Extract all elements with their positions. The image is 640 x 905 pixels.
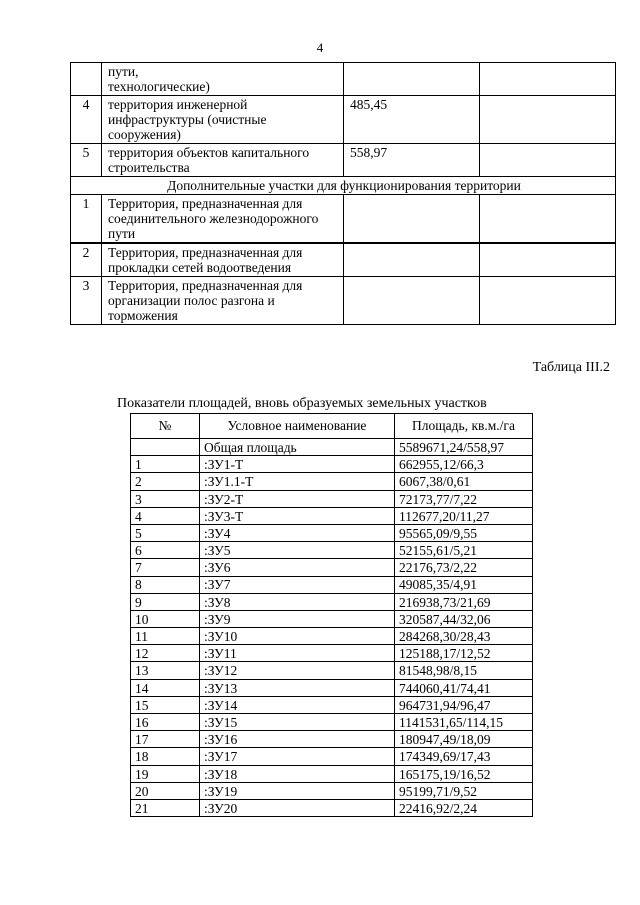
table-row: [131, 679, 533, 696]
plot-name: :ЗУ19: [200, 782, 395, 799]
plot-number: 15: [131, 696, 200, 713]
plot-name: :ЗУ1-Т: [200, 456, 395, 473]
plot-area: 180947,49/18,09: [395, 731, 533, 748]
plot-number: 18: [131, 748, 200, 765]
table-row: [131, 731, 533, 748]
column-header-number: №: [131, 414, 200, 439]
plot-area: 964731,94/96,47: [395, 696, 533, 713]
empty-cell: [480, 96, 616, 144]
plot-area: 95565,09/9,55: [395, 524, 533, 541]
plot-name: :ЗУ20: [200, 799, 395, 816]
table-row: [131, 696, 533, 713]
plot-name: :ЗУ4: [200, 524, 395, 541]
table-row: [71, 144, 616, 177]
plot-name: :ЗУ9: [200, 610, 395, 627]
table-row: [131, 507, 533, 524]
table-title: Показатели площадей, вновь образуемых земельных участков: [117, 396, 487, 411]
table-row: [131, 456, 533, 473]
empty-cell: [480, 277, 616, 325]
column-header-name: Условное наименование: [200, 414, 395, 439]
plot-area: 284268,30/28,43: [395, 628, 533, 645]
table-row: [71, 243, 616, 277]
plot-number: 9: [131, 593, 200, 610]
plot-number: 10: [131, 610, 200, 627]
plot-number: 17: [131, 731, 200, 748]
area-value: 558,97: [344, 144, 480, 177]
plot-number: 14: [131, 679, 200, 696]
plot-number: 8: [131, 576, 200, 593]
table-row: [131, 473, 533, 490]
plot-number: 11: [131, 628, 200, 645]
table-row: [131, 799, 533, 816]
plot-name: Общая площадь: [200, 439, 395, 456]
plot-area: 744060,41/74,41: [395, 679, 533, 696]
plot-name: :ЗУ11: [200, 645, 395, 662]
table-row: [131, 576, 533, 593]
area-value: [344, 277, 480, 325]
plot-area: 22416,92/2,24: [395, 799, 533, 816]
table-row: [131, 439, 533, 456]
plot-name: :ЗУ8: [200, 593, 395, 610]
empty-cell: [480, 195, 616, 244]
territory-name: территория инженерной инфраструктуры (очистные сооружения): [102, 96, 344, 144]
plot-number: [131, 439, 200, 456]
plot-number: 1: [131, 456, 200, 473]
table-row: [131, 748, 533, 765]
plot-area: 174349,69/17,43: [395, 748, 533, 765]
column-header-area: Площадь, кв.м./га: [395, 414, 533, 439]
plot-area: 165175,19/16,52: [395, 765, 533, 782]
plot-name: :ЗУ10: [200, 628, 395, 645]
area-value: [344, 195, 480, 244]
area-value: [344, 63, 480, 96]
table-row: [71, 195, 616, 244]
row-number: 5: [71, 144, 102, 177]
table-label: Таблица III.2: [532, 360, 610, 375]
plot-area: 662955,12/66,3: [395, 456, 533, 473]
empty-cell: [480, 144, 616, 177]
plot-area: 81548,98/8,15: [395, 662, 533, 679]
plot-number: 5: [131, 524, 200, 541]
plot-number: 16: [131, 714, 200, 731]
table-row: [131, 662, 533, 679]
table-row: [71, 63, 616, 96]
plot-number: 19: [131, 765, 200, 782]
plot-area: 125188,17/12,52: [395, 645, 533, 662]
row-number: 1: [71, 195, 102, 244]
land-plots-area-table: [130, 413, 533, 817]
page-number: 4: [316, 40, 324, 55]
plot-name: :ЗУ12: [200, 662, 395, 679]
table-row: [131, 765, 533, 782]
plot-name: :ЗУ16: [200, 731, 395, 748]
row-number: 3: [71, 277, 102, 325]
row-number: 2: [71, 243, 102, 277]
plot-name: :ЗУ15: [200, 714, 395, 731]
territory-name: Территория, предназначенная для прокладки сетей водоотведения: [102, 243, 344, 277]
table-row: [131, 593, 533, 610]
plot-name: :ЗУ17: [200, 748, 395, 765]
table-row: [131, 645, 533, 662]
table-row: [131, 542, 533, 559]
table-row: [131, 782, 533, 799]
table-row: [131, 559, 533, 576]
table-row: [131, 714, 533, 731]
empty-cell: [480, 63, 616, 96]
plot-area: 49085,35/4,91: [395, 576, 533, 593]
table-header-row: [131, 414, 533, 439]
territory-name: Территория, предназначенная для соединительного железнодорожного пути: [102, 195, 344, 244]
plot-area: 216938,73/21,69: [395, 593, 533, 610]
plot-number: 2: [131, 473, 200, 490]
plot-number: 7: [131, 559, 200, 576]
plot-area: 95199,71/9,52: [395, 782, 533, 799]
plot-name: :ЗУ7: [200, 576, 395, 593]
plot-name: :ЗУ2-Т: [200, 490, 395, 507]
plot-name: :ЗУ13: [200, 679, 395, 696]
plot-area: 72173,77/7,22: [395, 490, 533, 507]
area-value: 485,45: [344, 96, 480, 144]
plot-number: 13: [131, 662, 200, 679]
empty-cell: [480, 243, 616, 277]
territory-name: пути, технологические): [102, 63, 344, 96]
row-number: 4: [71, 96, 102, 144]
table-row: [131, 490, 533, 507]
plot-name: :ЗУ18: [200, 765, 395, 782]
row-number: [71, 63, 102, 96]
plot-number: 3: [131, 490, 200, 507]
plot-name: :ЗУ14: [200, 696, 395, 713]
plot-name: :ЗУ1.1-Т: [200, 473, 395, 490]
section-title: Дополнительные участки для функционирования территории: [71, 177, 616, 195]
plot-number: 6: [131, 542, 200, 559]
section-row: [71, 177, 616, 195]
plot-name: :ЗУ6: [200, 559, 395, 576]
plot-area: 5589671,24/558,97: [395, 439, 533, 456]
territory-name: территория объектов капитального строительства: [102, 144, 344, 177]
table-row: [131, 628, 533, 645]
territory-name: Территория, предназначенная для организации полос разгона и торможения: [102, 277, 344, 325]
plot-name: :ЗУ3-Т: [200, 507, 395, 524]
plot-area: 112677,20/11,27: [395, 507, 533, 524]
plot-area: 320587,44/32,06: [395, 610, 533, 627]
plot-number: 20: [131, 782, 200, 799]
table-row: [131, 524, 533, 541]
plot-area: 52155,61/5,21: [395, 542, 533, 559]
table-row: [131, 610, 533, 627]
plot-area: 6067,38/0,61: [395, 473, 533, 490]
plot-name: :ЗУ5: [200, 542, 395, 559]
plot-number: 4: [131, 507, 200, 524]
plot-area: 22176,73/2,22: [395, 559, 533, 576]
land-use-table: [70, 62, 616, 325]
table-row: [71, 96, 616, 144]
plot-number: 12: [131, 645, 200, 662]
table-row: [71, 277, 616, 325]
area-value: [344, 243, 480, 277]
plot-number: 21: [131, 799, 200, 816]
plot-area: 1141531,65/114,15: [395, 714, 533, 731]
